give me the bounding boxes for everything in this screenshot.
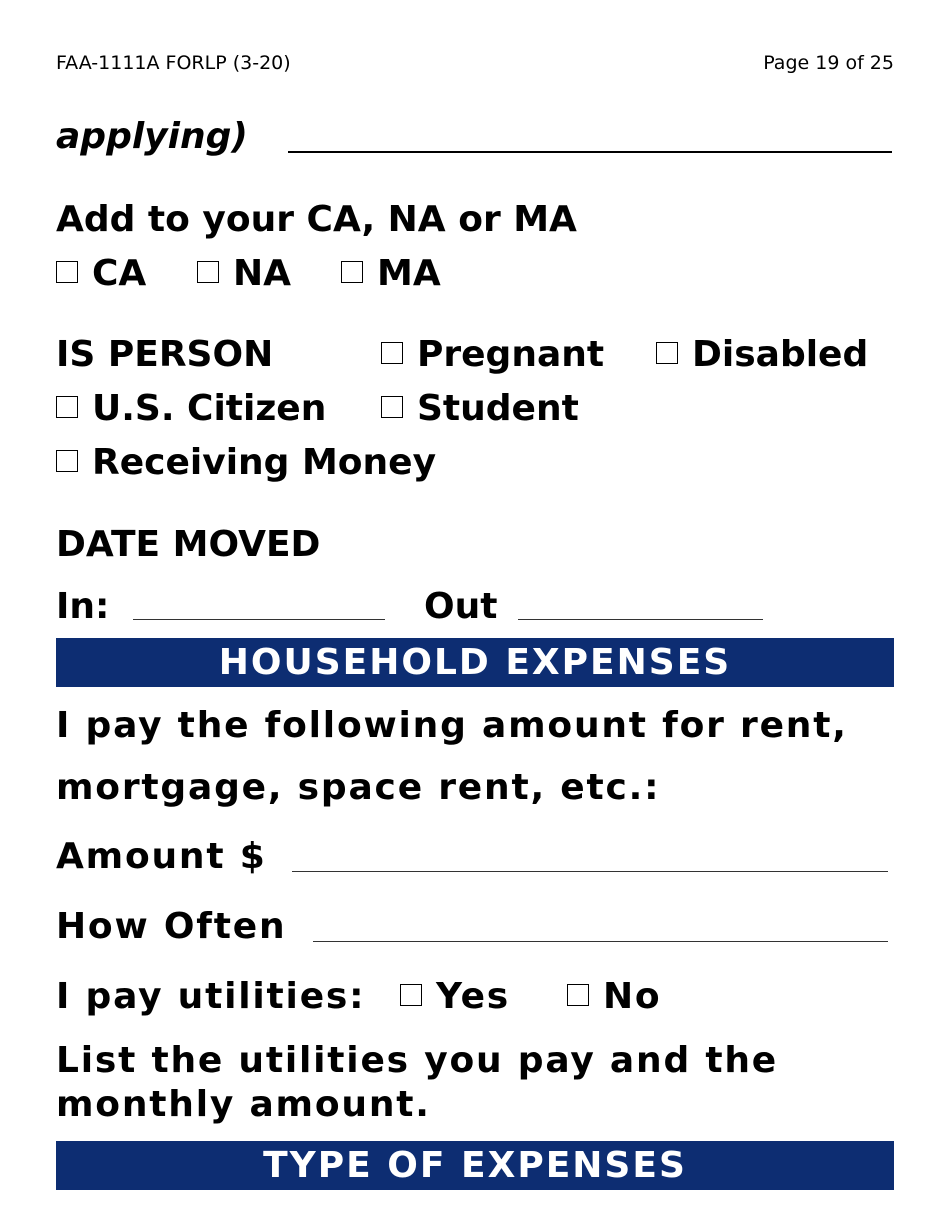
rent-text-line2: mortgage, space rent, etc.:	[56, 767, 661, 808]
us-citizen-option[interactable]	[56, 388, 326, 429]
utilities-label: I pay utilities:	[56, 976, 366, 1017]
utilities-no-label: No	[603, 976, 662, 1017]
utilities-no-option[interactable]	[567, 976, 661, 1017]
ma-checkbox[interactable]	[341, 261, 363, 283]
receiving-money-option[interactable]	[56, 442, 436, 483]
na-checkbox[interactable]	[197, 261, 219, 283]
pregnant-option[interactable]	[381, 334, 604, 375]
disabled-label: Disabled	[692, 334, 869, 375]
receiving-money-label: Receiving Money	[92, 442, 437, 483]
household-expenses-banner: HOUSEHOLD EXPENSES	[56, 638, 894, 687]
form-id: FAA-1111A FORLP (3-20)	[56, 52, 291, 74]
us-citizen-checkbox[interactable]	[56, 396, 78, 418]
utilities-yes-option[interactable]	[400, 976, 510, 1017]
date-in-label: In:	[56, 586, 110, 627]
date-in-input-line[interactable]	[133, 619, 385, 620]
ma-label: MA	[377, 253, 441, 294]
pregnant-checkbox[interactable]	[381, 342, 403, 364]
add-to-option-ca[interactable]	[56, 253, 146, 294]
list-utilities-line1: List the utilities you pay and the	[56, 1040, 779, 1081]
utilities-yes-checkbox[interactable]	[400, 984, 422, 1006]
student-option[interactable]	[381, 388, 579, 429]
page-number: Page 19 of 25	[763, 52, 894, 74]
student-checkbox[interactable]	[381, 396, 403, 418]
pregnant-label: Pregnant	[417, 334, 605, 375]
rent-text-line1: I pay the following amount for rent,	[56, 705, 848, 746]
receiving-money-checkbox[interactable]	[56, 450, 78, 472]
ca-label: CA	[92, 253, 147, 294]
add-to-title: Add to your CA, NA or MA	[56, 199, 577, 240]
applying-label: applying)	[56, 116, 248, 157]
disabled-option[interactable]	[656, 334, 868, 375]
utilities-no-checkbox[interactable]	[567, 984, 589, 1006]
applying-input-line[interactable]	[288, 151, 892, 153]
us-citizen-label: U.S. Citizen	[92, 388, 327, 429]
how-often-label: How Often	[56, 906, 287, 947]
student-label: Student	[417, 388, 579, 429]
date-moved-title: DATE MOVED	[56, 524, 321, 565]
how-often-input-line[interactable]	[313, 941, 888, 942]
list-utilities-line2: monthly amount.	[56, 1084, 431, 1125]
type-of-expenses-banner: TYPE OF EXPENSES	[56, 1141, 894, 1190]
na-label: NA	[233, 253, 291, 294]
ca-checkbox[interactable]	[56, 261, 78, 283]
add-to-option-ma[interactable]	[341, 253, 441, 294]
is-person-label: IS PERSON	[56, 334, 274, 375]
amount-label: Amount $	[56, 836, 267, 877]
amount-input-line[interactable]	[292, 871, 888, 872]
disabled-checkbox[interactable]	[656, 342, 678, 364]
date-out-input-line[interactable]	[518, 619, 763, 620]
date-out-label: Out	[424, 586, 498, 627]
utilities-yes-label: Yes	[436, 976, 511, 1017]
add-to-option-na[interactable]	[197, 253, 291, 294]
